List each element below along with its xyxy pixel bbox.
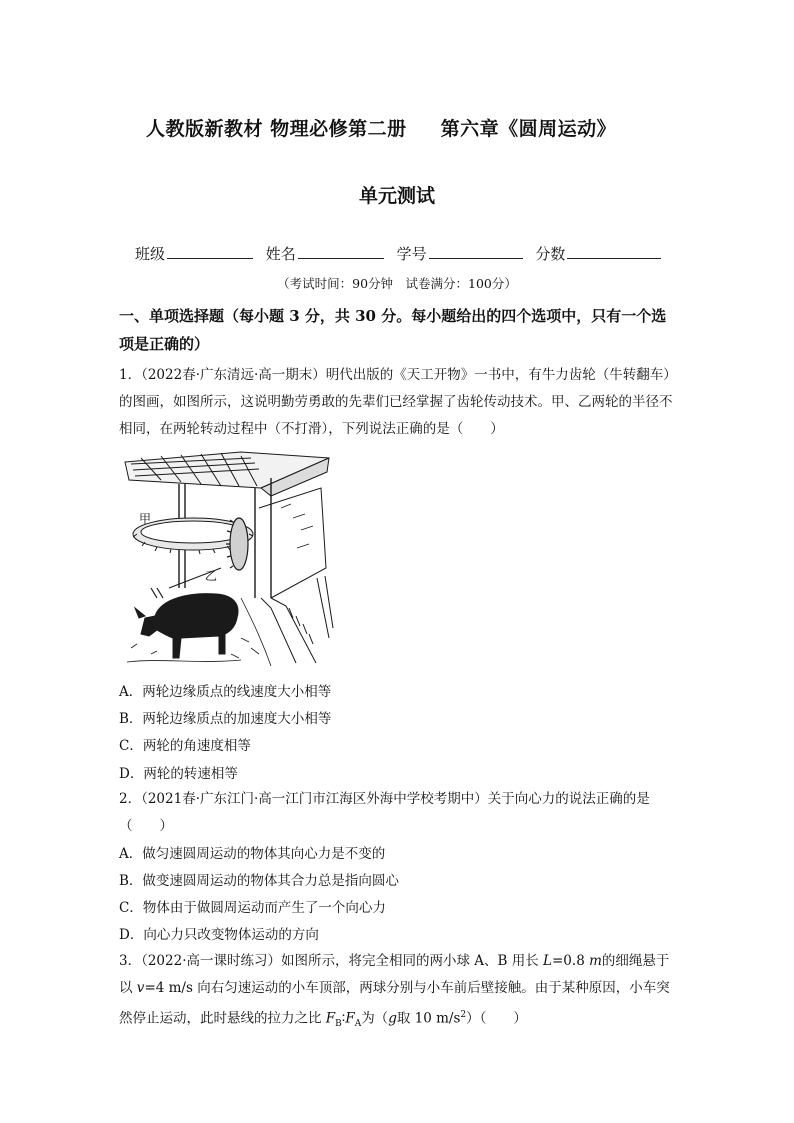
question-2-stem: 2．（2021春·广东江门·高一江门市江海区外海中学校考期中）关于向心力的说法正确的是（ ） [119,791,650,834]
ox-figure [135,568,238,658]
page-subtitle: 单元测试 [358,185,435,207]
name-label: 姓名 [265,245,296,263]
name-blank[interactable] [298,246,384,259]
score-blank[interactable] [567,246,661,259]
roof-shelter [125,452,329,496]
q2-option-b: B．做变速圆周运动的物体其合力总是指向圆心 [119,873,399,889]
q1-option-b: B．两轮边缘质点的加速度大小相等 [119,711,332,727]
page-title [146,114,616,141]
q1-option-a: A．两轮边缘质点的线速度大小相等 [119,684,332,700]
title-textbook: 人教版新教材 物理必修第二册 [146,118,407,140]
question-3-stem: 3．（2022·高一课时练习）如图所示，将完全相同的两小球 A、B 用长 L=0.8 m的细绳悬于以 v=4 m/s 向右匀速运动的小车顶部，两球分别与小车前后壁接触。由于某种原因，小车突然停止运动，此时悬线的拉力之比 $F_B∶F_A$为（g取 10 $m/s^2$）（ ） [119,953,670,1030]
class-blank[interactable] [167,246,253,259]
student-info-row [135,243,669,264]
class-label: 班级 [135,245,166,263]
label-jia: 甲 [139,512,152,526]
title-chapter: 第六章《圆周运动》 [440,118,617,140]
q1-option-c: C．两轮的角速度相等 [119,738,251,754]
label-yi: 乙 [205,569,218,583]
q2-option-a: A．做匀速圆周运动的物体其向心力是不变的 [119,846,386,862]
exam-note: （考试时间：90分钟 试卷满分：100分） [277,276,517,291]
q1-option-d: D．两轮的转速相等 [119,766,238,782]
water-channel [259,488,333,663]
ox-gear-illustration [121,448,334,670]
id-label: 学号 [396,245,427,263]
score-label: 分数 [535,245,566,263]
id-blank[interactable] [429,246,523,259]
question-1-stem: 1．（2022春·广东清远·高一期末）明代出版的《天工开物》一书中，有牛力齿轮（牛转翻车）的图画，如图所示，这说明勤劳勇敢的先辈们已经掌握了齿轮传动技术。甲、乙两轮的半径不相同，在两轮转动过程中（不打滑），下列说法正确的是（ ） [119,367,677,437]
q2-option-d: D．向心力只改变物体运动的方向 [119,927,319,943]
section-heading: 一、单项选择题（每小题 3 分，共 30 分。每小题给出的四个选项中，只有一个选项是正确的） [119,307,667,353]
q2-option-c: C．物体由于做圆周运动而产生了一个向心力 [119,900,386,916]
